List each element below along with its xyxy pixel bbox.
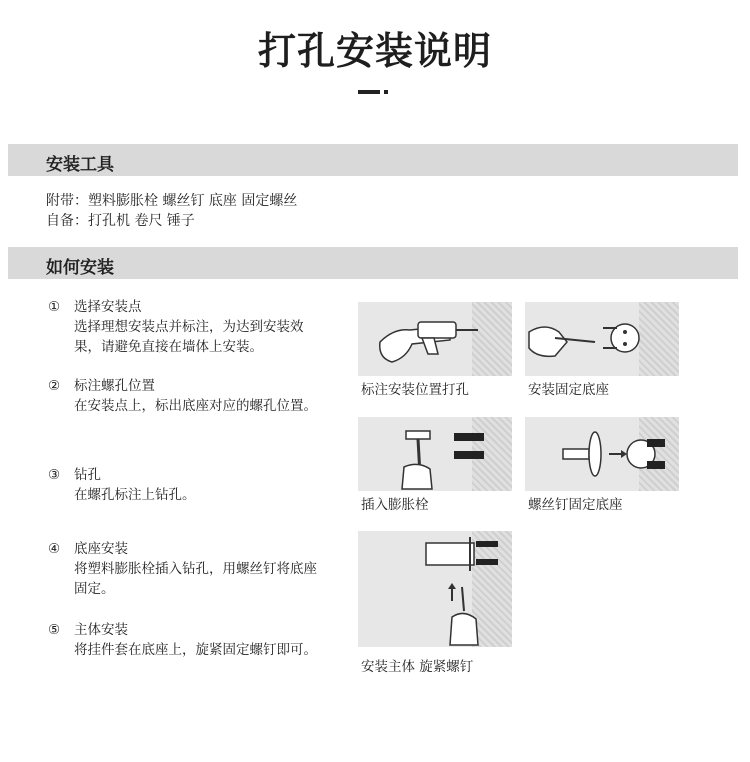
self-provided-tools: 自备：打孔机 卷尺 锤子 — [46, 213, 195, 229]
figure-hex-key — [358, 531, 512, 647]
included-tools: 附带：塑料膨胀栓 螺丝钉 底座 固定螺丝 — [46, 193, 298, 209]
step-title: 选择安装点 — [74, 299, 142, 315]
step-description: 将挂件套在底座上，旋紧固定螺钉即可。 — [74, 642, 317, 658]
tools-list — [46, 191, 297, 231]
step-number: ③ — [48, 467, 61, 483]
step-description: 在螺孔标注上钻孔。 — [74, 487, 196, 503]
figure-caption: 标注安装位置打孔 — [361, 382, 469, 398]
hex-key-icon — [358, 531, 512, 647]
step-description: 将塑料膨胀栓插入钻孔，用螺丝钉将底座固定。 — [74, 561, 317, 597]
step-number: ② — [48, 378, 61, 394]
page-title: 打孔安装说明 — [257, 29, 492, 73]
hammer-icon — [358, 417, 512, 491]
section-header-install — [8, 247, 738, 279]
screwdriver-icon — [525, 302, 679, 376]
figure-screwdriver — [525, 302, 679, 376]
figure-caption: 安装主体 旋紧螺钉 — [361, 659, 474, 675]
figure-caption: 插入膨胀栓 — [361, 497, 429, 513]
section-header-tools — [8, 144, 738, 176]
step-number: ① — [48, 299, 61, 315]
figure-caption: 螺丝钉固定底座 — [528, 497, 623, 513]
figure-caption: 安装固定底座 — [528, 382, 609, 398]
title-divider — [358, 90, 380, 94]
step-description: 选择理想安装点并标注，为达到安装效果，请避免直接在墙体上安装。 — [74, 319, 304, 355]
step-description: 在安装点上，标出底座对应的螺孔位置。 — [74, 398, 317, 414]
step-number: ⑤ — [48, 622, 61, 638]
step-title: 钻孔 — [74, 467, 101, 483]
figure-hammer — [358, 417, 512, 491]
drill-icon — [358, 302, 512, 376]
section-heading-install: 如何安装 — [46, 258, 114, 278]
step-title: 底座安装 — [74, 541, 128, 557]
figure-base-mount — [525, 417, 679, 491]
step-title: 标注螺孔位置 — [74, 378, 155, 394]
section-heading-tools: 安装工具 — [46, 155, 114, 175]
step-title: 主体安装 — [74, 622, 128, 638]
base-mount-icon — [525, 417, 679, 491]
figure-drill — [358, 302, 512, 376]
step-number: ④ — [48, 541, 61, 557]
